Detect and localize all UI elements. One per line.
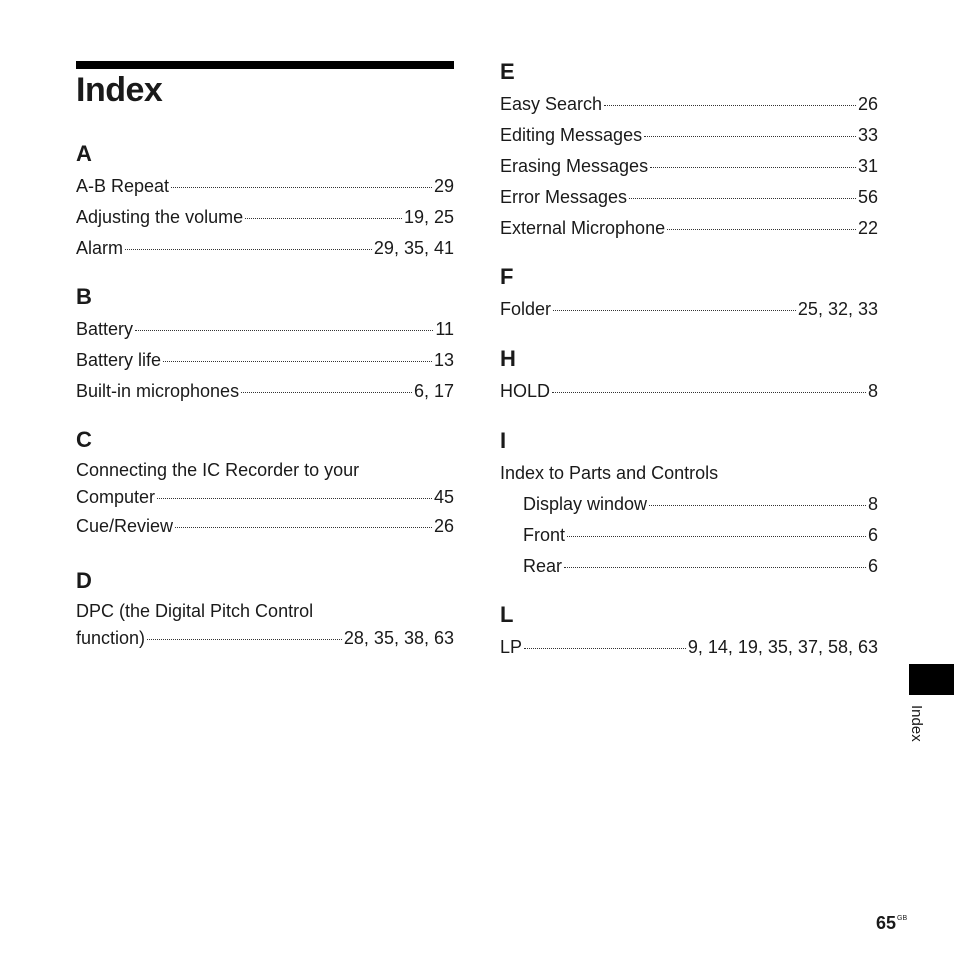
section-f <box>500 264 878 325</box>
dot-leader <box>567 536 866 537</box>
index-entry[interactable] <box>500 632 878 663</box>
side-tab-label: Index <box>908 705 925 742</box>
dot-leader <box>175 527 432 528</box>
dot-leader <box>629 198 856 199</box>
entry-term: Erasing Messages <box>500 156 649 176</box>
entry-pages: 26 <box>857 94 878 114</box>
section-letter: H <box>500 346 516 371</box>
section-letter: C <box>76 427 92 452</box>
entry-pages: 29, 35, 41 <box>373 238 454 258</box>
index-subentry[interactable] <box>500 551 878 582</box>
dot-leader <box>649 505 866 506</box>
index-entry[interactable] <box>500 89 878 120</box>
section-i <box>500 428 878 582</box>
section-b <box>76 284 454 407</box>
page-suffix: GB <box>897 915 908 922</box>
entry-term: Display window <box>523 494 648 514</box>
section-letter: I <box>500 428 507 453</box>
page-title: Index <box>76 71 163 109</box>
entry-term-line2-row <box>76 625 454 652</box>
entry-pages: 29 <box>433 176 454 196</box>
entry-term: External Microphone <box>500 218 666 238</box>
entry-pages: 56 <box>857 187 878 207</box>
entry-term: Editing Messages <box>500 125 643 145</box>
entry-term-line2-row <box>76 484 454 511</box>
index-entry[interactable] <box>76 511 454 542</box>
dot-leader <box>524 648 686 649</box>
entry-pages: 31 <box>857 156 878 176</box>
entry-pages: 28, 35, 38, 63 <box>343 628 454 648</box>
entry-term: Built-in microphones <box>76 381 240 401</box>
index-subentry[interactable] <box>500 489 878 520</box>
section-e <box>500 59 878 244</box>
entry-pages: 8 <box>867 381 878 401</box>
title-rule <box>76 61 454 69</box>
dot-leader <box>644 136 856 137</box>
section-l <box>500 602 878 663</box>
section-c <box>76 427 454 542</box>
dot-leader <box>552 392 866 393</box>
dot-leader <box>157 498 432 499</box>
section-letter: L <box>500 602 514 627</box>
section-letter: A <box>76 141 92 166</box>
entry-pages: 22 <box>857 218 878 238</box>
dot-leader <box>171 187 432 188</box>
index-entry[interactable] <box>500 151 878 182</box>
entry-term: Easy Search <box>500 94 603 114</box>
entry-pages: 6, 17 <box>413 381 454 401</box>
entry-term-line1: DPC (the Digital Pitch Control <box>76 601 314 621</box>
entry-pages: 25, 32, 33 <box>797 299 878 319</box>
entry-pages: 9, 14, 19, 35, 37, 58, 63 <box>687 637 878 657</box>
dot-leader <box>650 167 856 168</box>
index-entry[interactable] <box>76 376 454 407</box>
entry-pages: 33 <box>857 125 878 145</box>
section-letter: B <box>76 284 92 309</box>
dot-leader <box>163 361 432 362</box>
entry-term: Error Messages <box>500 187 628 207</box>
dot-leader <box>667 229 856 230</box>
section-letter: F <box>500 264 514 289</box>
index-entry[interactable] <box>500 182 878 213</box>
side-thumb-tab <box>909 664 954 695</box>
index-entry-wrapped[interactable] <box>76 598 454 652</box>
entry-term: Alarm <box>76 238 124 258</box>
entry-pages: 13 <box>433 350 454 370</box>
dot-leader <box>125 249 372 250</box>
index-entry[interactable] <box>500 376 878 407</box>
section-letter: E <box>500 59 515 84</box>
entry-pages: 6 <box>867 556 878 576</box>
entry-pages: 8 <box>867 494 878 514</box>
section-d <box>76 568 454 652</box>
entry-term: HOLD <box>500 381 551 401</box>
dot-leader <box>553 310 796 311</box>
entry-term: Adjusting the volume <box>76 207 244 227</box>
index-entry[interactable] <box>76 345 454 376</box>
entry-term-line2: function) <box>76 628 146 648</box>
index-group-heading[interactable]: Index to Parts and Controls <box>500 463 719 483</box>
entry-term: LP <box>500 637 523 657</box>
index-entry-wrapped[interactable] <box>76 457 454 511</box>
entry-pages: 45 <box>433 487 454 507</box>
entry-term: Front <box>523 525 566 545</box>
section-h <box>500 346 878 407</box>
entry-term-line2: Computer <box>76 487 156 507</box>
index-entry[interactable] <box>500 120 878 151</box>
page-number-value: 65 <box>876 913 897 933</box>
entry-pages: 19, 25 <box>403 207 454 227</box>
page-number <box>876 908 907 934</box>
index-entry[interactable] <box>500 294 878 325</box>
dot-leader <box>604 105 856 106</box>
entry-pages: 11 <box>435 319 454 339</box>
dot-leader <box>241 392 412 393</box>
entry-term: Battery life <box>76 350 162 370</box>
index-entry[interactable] <box>76 202 454 233</box>
section-letter: D <box>76 568 92 593</box>
entry-term: Rear <box>523 556 563 576</box>
entry-term-line1: Connecting the IC Recorder to your <box>76 460 360 480</box>
dot-leader <box>147 639 342 640</box>
entry-term: Cue/Review <box>76 516 174 536</box>
index-entry[interactable] <box>76 171 454 202</box>
entry-term: A-B Repeat <box>76 176 170 196</box>
entry-term: Battery <box>76 319 134 339</box>
entry-term: Folder <box>500 299 552 319</box>
index-subentry[interactable] <box>500 520 878 551</box>
entry-pages: 6 <box>867 525 878 545</box>
section-a <box>76 141 454 264</box>
dot-leader <box>564 567 866 568</box>
index-entry[interactable] <box>76 233 454 264</box>
dot-leader <box>135 330 433 331</box>
index-entry[interactable] <box>500 213 878 244</box>
entry-pages: 26 <box>433 516 454 536</box>
index-entry[interactable] <box>76 314 454 345</box>
dot-leader <box>245 218 402 219</box>
